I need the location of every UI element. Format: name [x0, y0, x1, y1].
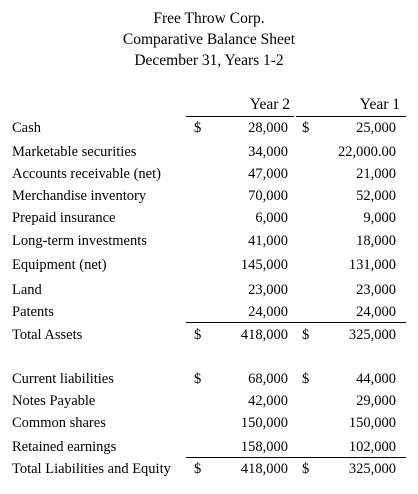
- dollar-sign-year1: $: [302, 371, 310, 387]
- row-label: Common shares: [12, 415, 106, 431]
- statement-title: Comparative Balance Sheet: [122, 31, 296, 48]
- value-year1: 102,000: [348, 439, 396, 455]
- column-header-underline-year2: [186, 116, 294, 117]
- value-year1: 44,000: [356, 371, 396, 387]
- value-year1: 23,000: [356, 282, 396, 298]
- value-year2: 68,000: [248, 371, 288, 387]
- row-label: Long-term investments: [12, 233, 147, 249]
- value-year2: 47,000: [248, 166, 288, 182]
- dollar-sign-year1: $: [302, 120, 310, 136]
- value-year1: 52,000: [356, 188, 396, 204]
- value-year1: 131,000: [348, 257, 396, 273]
- value-year1: 24,000: [356, 304, 396, 320]
- value-year1: 21,000: [356, 166, 396, 182]
- value-year2: 150,000: [240, 415, 288, 431]
- value-year2: 145,000: [240, 257, 288, 273]
- column-header-underline-year1: [296, 116, 406, 117]
- value-year1: 22,000.00: [338, 144, 396, 160]
- table-row-common-shares: [0, 415, 418, 437]
- value-year1: 150,000: [348, 415, 396, 431]
- value-year1: 9,000: [363, 210, 396, 226]
- value-year2: 158,000: [240, 439, 288, 455]
- value-year2: 6,000: [255, 210, 288, 226]
- dollar-sign-year2: $: [194, 371, 202, 387]
- total-liabilities-equity-rule: [186, 457, 406, 458]
- value-year2: 41,000: [248, 233, 288, 249]
- dollar-sign-year1: $: [302, 461, 310, 477]
- company-name: Free Throw Corp.: [153, 10, 265, 27]
- table-row-marketable-securities: [0, 144, 418, 166]
- value-year2: 34,000: [248, 144, 288, 160]
- value-year1: 325,000: [348, 327, 396, 343]
- table-row-accounts-receivable: [0, 166, 418, 188]
- row-label: Cash: [12, 120, 41, 136]
- dollar-sign-year2: $: [194, 327, 202, 343]
- column-header-year2: Year 2: [249, 96, 290, 113]
- value-year1: 29,000: [356, 393, 396, 409]
- value-year1: 325,000: [348, 461, 396, 477]
- dollar-sign-year2: $: [194, 120, 202, 136]
- row-label: Equipment (net): [12, 257, 107, 273]
- row-label: Merchandise inventory: [12, 188, 147, 204]
- value-year2: 70,000: [248, 188, 288, 204]
- dollar-sign-year2: $: [194, 461, 202, 477]
- table-row-merchandise-inventory: [0, 188, 418, 210]
- table-row-current-liabilities: [0, 371, 418, 393]
- statement-period: December 31, Years 1-2: [134, 52, 284, 69]
- row-label: Land: [12, 282, 42, 298]
- value-year2: 24,000: [248, 304, 288, 320]
- column-header-year1: Year 1: [359, 96, 400, 113]
- row-label: Total Liabilities and Equity: [12, 461, 171, 477]
- dollar-sign-year1: $: [302, 327, 310, 343]
- row-label: Prepaid insurance: [12, 210, 116, 226]
- table-row-cash: [0, 120, 418, 142]
- value-year2: 418,000: [240, 461, 288, 477]
- total-assets-rule: [186, 322, 406, 323]
- row-label: Patents: [12, 304, 54, 320]
- table-row-total-liabilities-equity: [0, 461, 418, 483]
- table-row-long-term-investments: [0, 233, 418, 255]
- row-label: Total Assets: [12, 327, 83, 343]
- table-row-total-assets: [0, 327, 418, 349]
- value-year2: 23,000: [248, 282, 288, 298]
- table-row-land: [0, 282, 418, 304]
- table-row-notes-payable: [0, 393, 418, 415]
- value-year1: 18,000: [356, 233, 396, 249]
- row-label: Current liabilities: [12, 371, 114, 387]
- value-year1: 25,000: [356, 120, 396, 136]
- value-year2: 418,000: [240, 327, 288, 343]
- value-year2: 28,000: [248, 120, 288, 136]
- value-year2: 42,000: [248, 393, 288, 409]
- row-label: Notes Payable: [12, 393, 96, 409]
- row-label: Marketable securities: [12, 144, 137, 160]
- table-row-equipment: [0, 257, 418, 279]
- row-label: Accounts receivable (net): [12, 166, 161, 182]
- table-row-prepaid-insurance: [0, 210, 418, 232]
- row-label: Retained earnings: [12, 439, 117, 455]
